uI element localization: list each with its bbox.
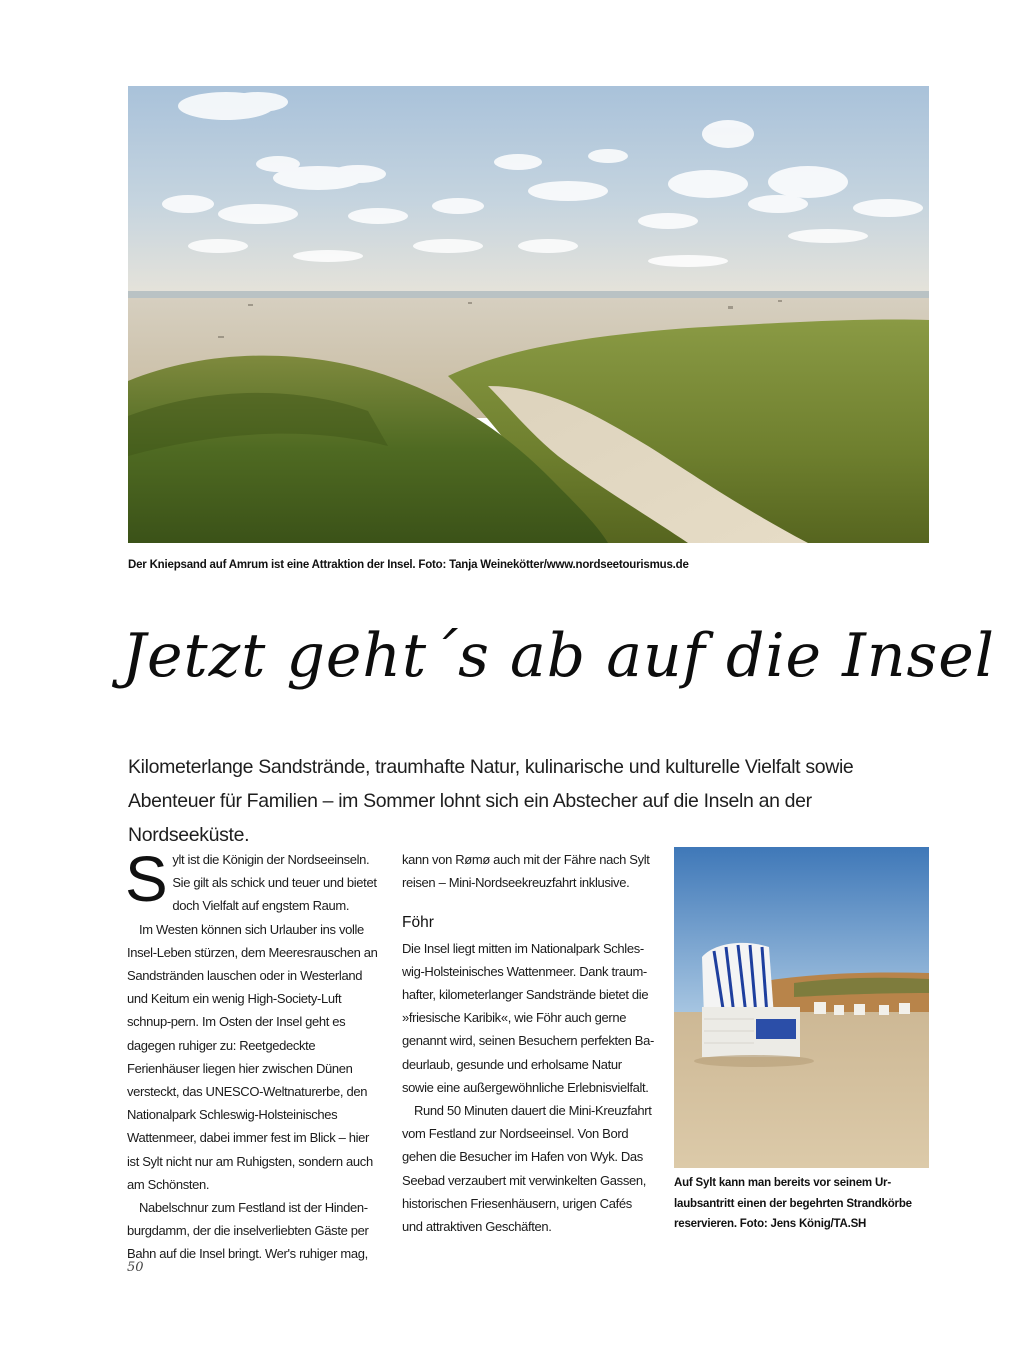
- page-number: 50: [127, 1260, 144, 1275]
- paragraph: Im Westen können sich Urlauber ins volle Insel-Leben stürzen, dem Meeresrauschen an Sandstränden lauschen oder in Westerland und Keitum ein wenig High-Society-Luft schnup-pern. Im Osten der Insel geht es dagegen ruhiger zu: Reetgedeckte Ferienhäuser liegen hier zwischen Dünen versteckt, das UNESCO-Weltnaturerbe, den Nationalpark Schleswig-Holsteinisches Wattenmeer, dabei immer fest im Blick – hier ist Sylt nicht nur am Ruhigsten, sondern auch am Schönsten.: [127, 921, 378, 1192]
- dune-landscape-image: [128, 86, 929, 543]
- drop-cap: S: [125, 843, 168, 915]
- section-heading: Föhr: [402, 914, 434, 932]
- paragraph: Rund 50 Minuten dauert die Mini-Kreuzfahrt vom Festland zur Nordseeinsel. Von Bord gehen die Besucher im Hafen von Wyk. Das Seebad verzaubert mit verwinkelten Gassen, historischen Friesenhäusern, urigen Cafés und attraktiven Geschäften.: [402, 1103, 652, 1235]
- lead-paragraph: Kilometerlange Sandstrände, traumhafte Natur, kulinarische und kulturelle Vielfalt sowie Abenteuer für Familien – im Sommer lohnt sich ein Abstecher auf die Inseln an der Nordseeküste.: [128, 756, 854, 846]
- page-title: Jetzt geht´s ab auf die Insel: [122, 621, 995, 691]
- hero-photo: [128, 86, 929, 543]
- article-column-2: [402, 848, 654, 1238]
- beach-photo-caption: Auf Sylt kann man bereits vor seinem Ur-laubsantritt einen der begehrten Strandkörbe reservieren. Foto: Jens König/TA.SH: [674, 1177, 912, 1230]
- paragraph: [125, 843, 383, 918]
- paragraph: Die Insel liegt mitten im Nationalpark Schles-wig-Holsteinisches Wattenmeer. Dank traum-hafter, kilometerlanger Sandstrände bietet die »friesische Karibik«, wie Föhr auch gerne genannt wird, seinen Besuchern perfekten Ba-deurlaub, gesunde und erholsame Natur sowie eine außergewöhnliche Erlebnisvielfalt.: [402, 940, 654, 1095]
- paragraph-text: ylt ist die Königin der Nordseeinseln. Sie gilt als schick und teuer und bietet doch Vielfalt auf engstem Raum.: [172, 852, 377, 914]
- strandkorb-image: [674, 847, 929, 1168]
- paragraph: kann von Rømø auch mit der Fähre nach Sylt reisen – Mini-Nordseekreuzfahrt inklusive.: [402, 852, 650, 891]
- paragraph: Nabelschnur zum Festland ist der Hinden-burgdamm, der die inselverliebten Gäste per Bahn auf die Insel bringt. Wer's ruhiger mag,: [127, 1200, 369, 1262]
- article-column-1: [125, 843, 383, 1266]
- hero-caption: Der Kniepsand auf Amrum ist eine Attraktion der Insel. Foto: Tanja Weinekötter/www.nordseetourismus.de: [128, 559, 689, 571]
- beach-chair-photo: [674, 847, 929, 1168]
